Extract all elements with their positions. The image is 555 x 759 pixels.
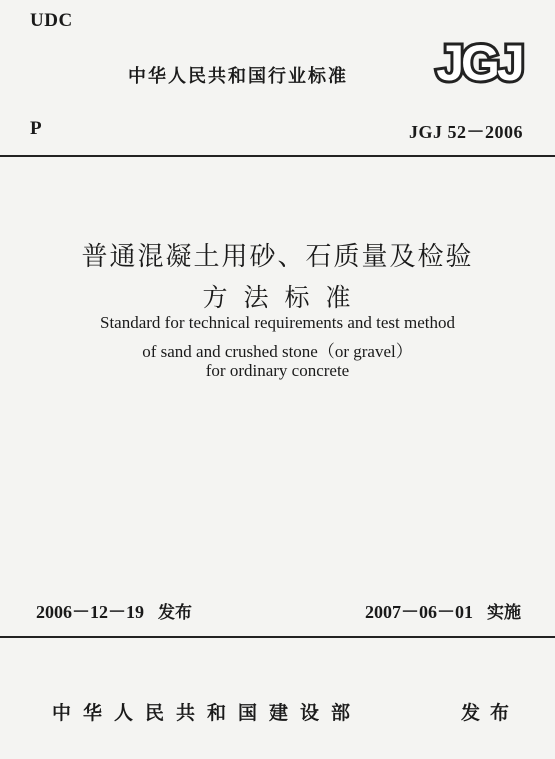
industry-standard-title: 中华人民共和国行业标准 bbox=[128, 66, 348, 87]
publish-label: 发布 bbox=[460, 702, 519, 724]
standard-number: JGJ 52－2006 bbox=[408, 122, 523, 142]
jgj-logo bbox=[427, 36, 531, 86]
title-english-line2: of sand and crushed stone（or gravel） bbox=[142, 342, 413, 361]
effective-date: 2007－06－01 bbox=[365, 602, 473, 622]
title-english-line3: for ordinary concrete bbox=[205, 361, 350, 380]
effective-label: 实施 bbox=[487, 603, 521, 623]
udc-label: UDC bbox=[30, 10, 73, 31]
issue-date-block bbox=[36, 598, 192, 624]
issue-label: 发布 bbox=[158, 603, 192, 623]
top-divider bbox=[0, 155, 555, 157]
publisher-name: 中华人民共和国建设部 bbox=[52, 702, 363, 724]
logo-text: JGJ bbox=[436, 36, 522, 86]
title-english-line1: Standard for technical requirements and test method bbox=[100, 313, 455, 332]
title-chinese-line2: 方法标准 bbox=[202, 283, 367, 312]
effective-date-block bbox=[365, 598, 521, 624]
category-code: P bbox=[30, 118, 42, 139]
title-chinese-line1: 普通混凝土用砂、石质量及检验 bbox=[81, 242, 474, 272]
bottom-divider bbox=[0, 636, 555, 638]
issue-date: 2006－12－19 bbox=[36, 602, 144, 622]
